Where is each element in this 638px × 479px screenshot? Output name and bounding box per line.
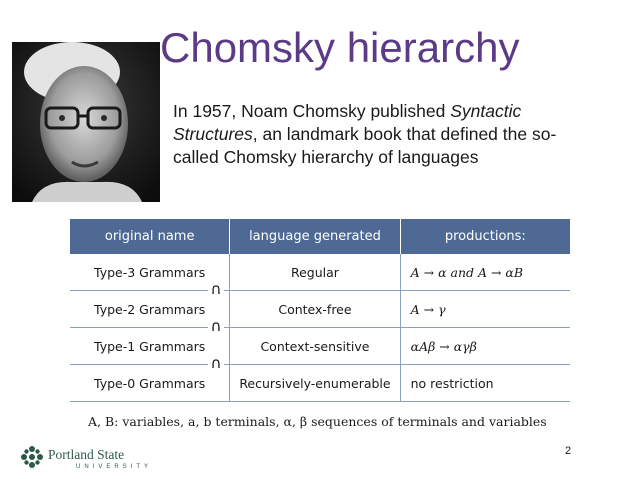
header-productions: productions:	[400, 219, 570, 254]
table-row	[70, 291, 570, 328]
footnote-variables: A, B: variables, a, b terminals, α, β sequences of terminals and variables	[88, 414, 547, 429]
table-row	[70, 254, 570, 291]
language-generated: Recursively-enumerable	[230, 365, 400, 402]
grammar-name: Type-2 Grammars	[70, 291, 230, 328]
header-language-generated: language generated	[230, 219, 400, 254]
header-original-name: original name	[70, 219, 230, 254]
language-generated: Contex-free	[230, 291, 400, 328]
logo-subtitle: UNIVERSITY	[76, 464, 153, 470]
chomsky-portrait-photo	[12, 42, 160, 202]
language-generated: Regular	[230, 254, 400, 291]
intro-paragraph	[173, 100, 573, 169]
production-rule: αAβ → αγβ	[400, 328, 570, 365]
portland-state-logo	[20, 445, 170, 475]
subset-symbol-3-2: ∩	[208, 282, 224, 296]
table-row	[70, 365, 570, 402]
language-generated: Context-sensitive	[230, 328, 400, 365]
production-rule: A → α and A → αB	[400, 254, 570, 291]
chomsky-hierarchy-table	[70, 219, 570, 402]
intro-text-2: , an landmark book that defined the so-called Chomsky hierarchy of languages	[173, 124, 557, 167]
psu-emblem-icon	[20, 445, 44, 469]
grammar-name: Type-3 Grammars	[70, 254, 230, 291]
book-title: Syntactic Structures	[173, 101, 522, 144]
table-header-row	[70, 219, 570, 254]
grammar-name: Type-1 Grammars	[70, 328, 230, 365]
table-row	[70, 328, 570, 365]
logo-name: Portland State	[48, 447, 125, 462]
production-rule: A → γ	[400, 291, 570, 328]
intro-text-1: In 1957, Noam Chomsky published	[173, 101, 451, 121]
page-number: 2	[565, 445, 572, 457]
grammar-name: Type-0 Grammars	[70, 365, 230, 402]
production-rule: no restriction	[400, 365, 570, 402]
subset-symbol-2-1: ∩	[208, 319, 224, 333]
subset-symbol-1-0: ∩	[208, 356, 224, 370]
slide-title: Chomsky hierarchy	[160, 24, 520, 71]
